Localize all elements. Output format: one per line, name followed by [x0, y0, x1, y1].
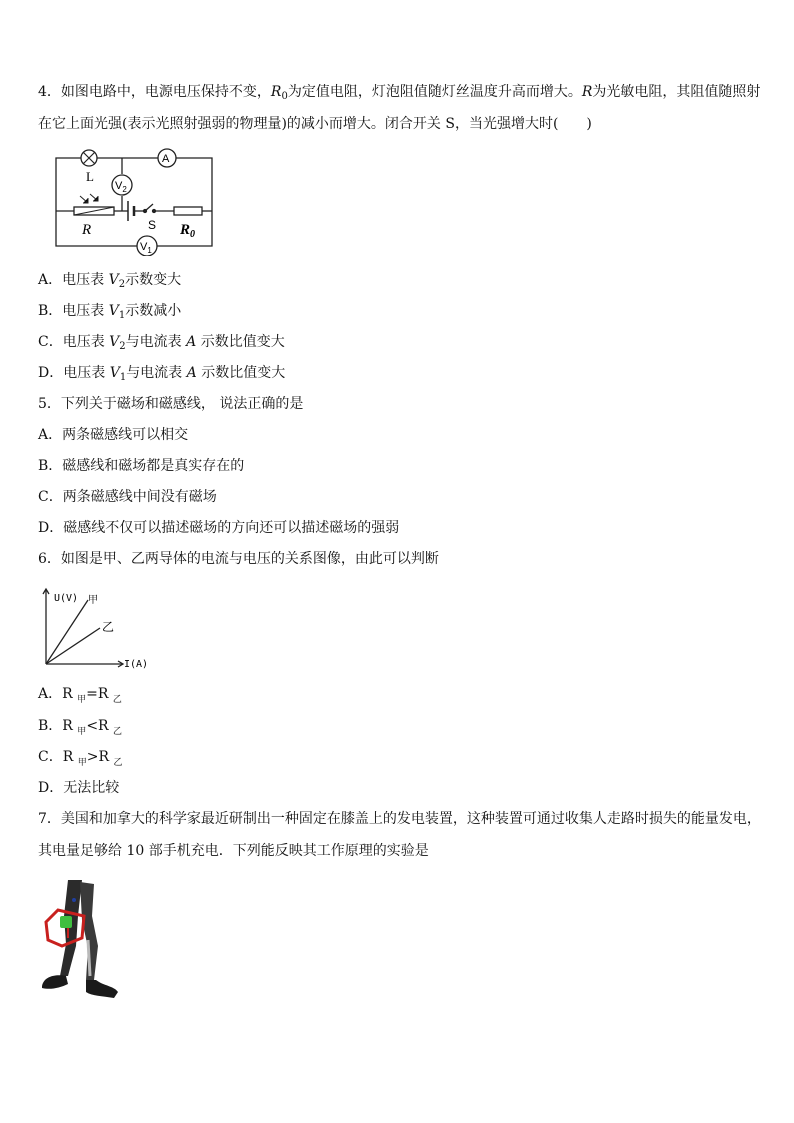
q5-option-c: C．两条磁感线中间没有磁场	[38, 489, 217, 505]
r-label: R	[82, 222, 92, 238]
q5-option-b: B．磁感线和磁场都是真实存在的	[38, 458, 245, 474]
switch-icon	[140, 204, 156, 213]
q6-stem: 6．如图是甲、乙两导体的电流与电压的关系图像，由此可以判断	[38, 551, 439, 567]
v1-label: $V_1$	[140, 241, 152, 255]
q6-option-c: C．R $_甲$>R $_乙$	[38, 749, 123, 768]
line-jia-label: 甲	[88, 595, 98, 606]
photoresistor-icon	[74, 194, 114, 215]
q6-option-b: B．R $_甲$<R $_乙$	[38, 718, 123, 737]
u-i-graph	[38, 586, 158, 672]
q4-option-c: C．电压表 $V_2$与电流表 A 示数比值变大	[38, 334, 285, 352]
q5-stem: 5．下列关于磁场和磁感线， 说法正确的是	[38, 396, 304, 412]
line-jia	[46, 600, 88, 664]
ammeter-label: A	[162, 153, 170, 165]
r0-label: $R_0$	[180, 222, 196, 240]
r-symbol: R	[581, 84, 593, 100]
knee-generator-illustration	[38, 876, 122, 1004]
v2-label: $V_2$	[115, 180, 127, 194]
q6-option-a: A．R $_甲$=R $_乙$	[38, 686, 122, 705]
q7-stem-line2: 其电量足够给 10 部手机充电．下列能反映其工作原理的实验是	[38, 843, 429, 859]
q4-option-a: A．电压表 $V_2$示数变大	[38, 272, 182, 290]
q5-option-a: A．两条磁感线可以相交	[38, 427, 189, 443]
q4-stem-line2: 在它上面光强(表示光照射强弱的物理量)的减小而增大。闭合开关 S，当光强增大时( )	[38, 116, 592, 132]
resistor-r0-icon	[174, 207, 202, 215]
q5-option-d: D．磁感线不仅可以描述磁场的方向还可以描述磁场的强弱	[38, 520, 400, 536]
circuit-diagram	[44, 146, 224, 256]
generator-icon	[60, 916, 72, 928]
switch-label: S	[148, 218, 157, 232]
q4-option-b: B．电压表 $V_1$示数减小	[38, 303, 182, 321]
q6-option-d: D．无法比较	[38, 780, 120, 796]
x-axis-label: I(A)	[124, 659, 149, 670]
y-axis-label: U(V)	[54, 593, 79, 604]
line-yi	[46, 628, 100, 664]
r0-symbol: R	[270, 84, 282, 100]
lamp-label: L	[86, 169, 94, 184]
line-yi-label: 乙	[102, 620, 115, 634]
q4-stem-line1: 4．如图电路中，电源电压保持不变，$R_0$为定值电阻，灯泡阻值随灯丝温度升高而增大。R为光敏电阻，其阻值随照射	[38, 84, 761, 102]
q7-stem-line1: 7．美国和加拿大的科学家最近研制出一种固定在膝盖上的发电装置，这种装置可通过收集人走路时损失的能量发电，	[38, 811, 761, 827]
battery-icon	[128, 201, 140, 221]
q4-number: 4．	[38, 84, 61, 100]
lamp-icon	[81, 150, 97, 166]
q4-option-d: D．电压表 $V_1$与电流表 A 示数比值变大	[38, 365, 286, 383]
